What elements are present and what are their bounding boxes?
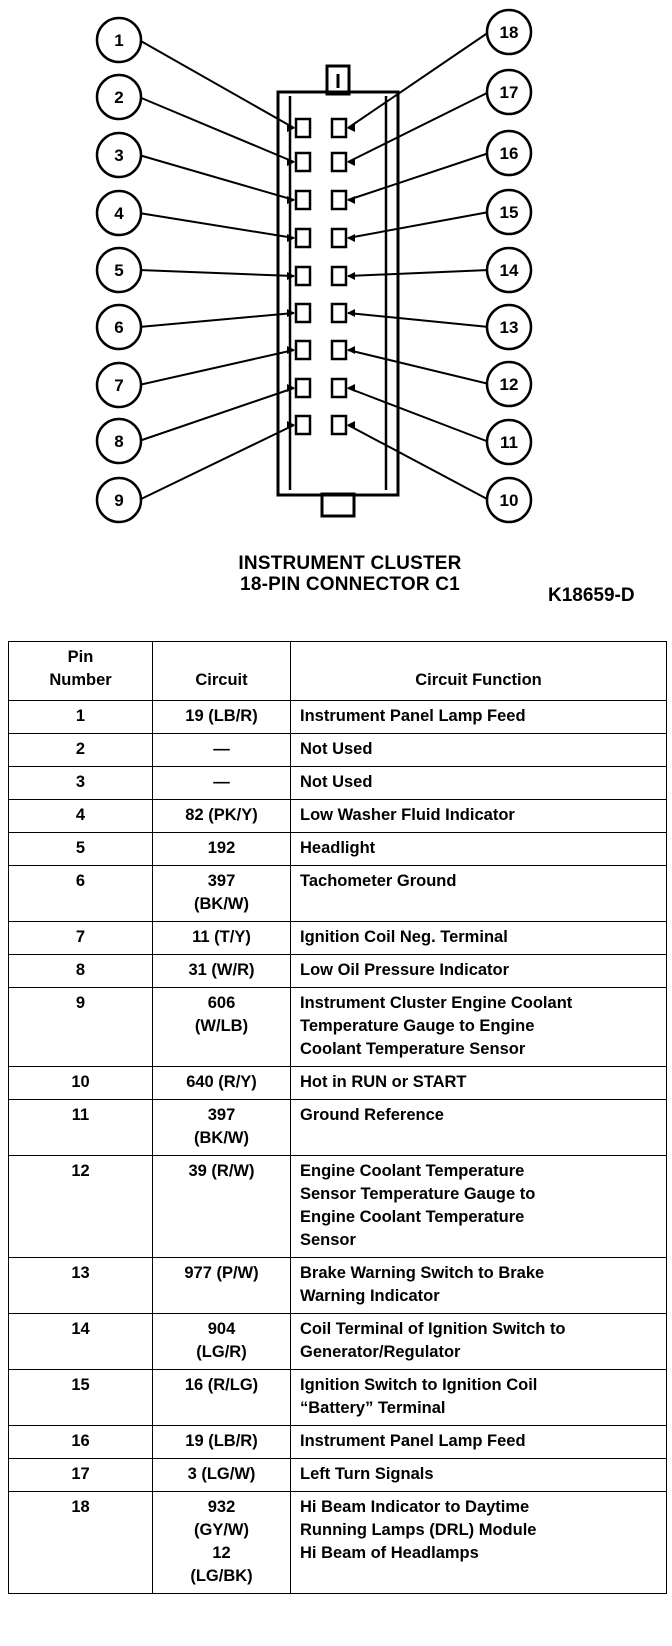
pin-socket-left-1 (296, 119, 310, 137)
leader-line-14 (348, 270, 489, 276)
circuit-function-line: Not Used (300, 773, 373, 791)
leader-arrowhead (347, 421, 355, 429)
circuit-cell (153, 1370, 291, 1426)
pin-callout-8 (97, 419, 141, 463)
circuit-line: 39 (R/W) (188, 1162, 255, 1180)
circuit-function-cell (291, 1100, 667, 1156)
circuit-function-cell (291, 1492, 667, 1594)
circuit-function-cell (291, 1426, 667, 1459)
connector-pins (296, 119, 346, 434)
pin-callout-5 (97, 248, 141, 292)
circuit-cell (153, 1426, 291, 1459)
circuit-line: (LG/BK) (190, 1567, 253, 1585)
pin-number-cell: 13 (9, 1258, 153, 1314)
pin-socket-left-9 (296, 416, 310, 434)
pin-socket-left-8 (296, 379, 310, 397)
circuit-function-line: Hot in RUN or START (300, 1073, 467, 1091)
circuit-line: (W/LB) (194, 1017, 249, 1035)
header-circuit: Circuit (153, 642, 291, 701)
circuit-function-line: Tachometer Ground (300, 872, 457, 890)
circuit-line: 11 (T/Y) (192, 928, 251, 946)
circuit-function-line: “Battery” Terminal (300, 1399, 446, 1417)
circuit-function-line: Engine Coolant Temperature (300, 1208, 525, 1226)
pin-callout-1-label: 1 (114, 31, 124, 50)
pin-socket-right-16 (332, 191, 346, 209)
pin-number-cell: 18 (9, 1492, 153, 1594)
diagram-caption (170, 553, 530, 595)
circuit-function-line: Headlight (300, 839, 376, 857)
pin-number-cell: 3 (9, 767, 153, 800)
leader-arrowhead (347, 196, 355, 204)
table-row (9, 1100, 667, 1156)
table-row (9, 734, 667, 767)
circuit-cell (153, 701, 291, 734)
pin-socket-left-5 (296, 267, 310, 285)
pin-socket-right-13 (332, 304, 346, 322)
caption-line-1: INSTRUMENT CLUSTER (238, 553, 462, 574)
table-row (9, 1067, 667, 1100)
leader-line-18 (348, 32, 489, 128)
pin-socket-right-17 (332, 153, 346, 171)
pin-callout-7-label: 7 (114, 376, 124, 395)
pin-number-cell: 11 (9, 1100, 153, 1156)
pin-callout-4 (97, 191, 141, 235)
circuit-function-line: Ground Reference (300, 1106, 444, 1124)
circuit-function-line: Sensor Temperature Gauge to (300, 1185, 536, 1203)
circuit-cell (153, 1258, 291, 1314)
circuit-cell (153, 833, 291, 866)
pin-callout-3-label: 3 (114, 146, 124, 165)
circuit-cell (153, 1492, 291, 1594)
circuit-function-line: Sensor (300, 1231, 356, 1249)
pin-number-cell: 14 (9, 1314, 153, 1370)
circuit-line: 82 (PK/Y) (185, 806, 258, 824)
circuit-line: (LG/R) (196, 1343, 247, 1361)
circuit-cell (153, 922, 291, 955)
circuit-line: (BK/W) (194, 1129, 249, 1147)
pin-callout-16 (487, 131, 531, 175)
leader-line-3 (139, 155, 294, 200)
circuit-cell (153, 734, 291, 767)
pin-number-cell: 2 (9, 734, 153, 767)
circuit-cell (153, 800, 291, 833)
pin-socket-left-6 (296, 304, 310, 322)
circuit-function-line: Engine Coolant Temperature (300, 1162, 525, 1180)
leader-line-6 (139, 313, 294, 327)
caption-line-2: 18-PIN CONNECTOR C1 (240, 574, 460, 595)
circuit-function-line: Instrument Panel Lamp Feed (300, 707, 526, 725)
circuit-function-line: Temperature Gauge to Engine (300, 1017, 535, 1035)
leader-line-11 (348, 388, 489, 442)
table-row (9, 955, 667, 988)
pin-callout-4-label: 4 (114, 204, 124, 223)
circuit-line: 16 (R/LG) (184, 1376, 259, 1394)
circuit-function-line: Ignition Coil Neg. Terminal (300, 928, 508, 946)
table-row (9, 922, 667, 955)
pin-callout-17 (487, 70, 531, 114)
circuit-line: (GY/W) (194, 1521, 249, 1539)
header-circuit-function: Circuit Function (291, 642, 667, 701)
circuit-function-cell (291, 734, 667, 767)
leader-line-12 (348, 350, 489, 384)
circuit-function-line: Hi Beam Indicator to Daytime (300, 1498, 530, 1516)
pin-socket-right-11 (332, 379, 346, 397)
circuit-function-cell (291, 833, 667, 866)
header-pin-number (9, 642, 153, 701)
circuit-line: 640 (R/Y) (186, 1073, 257, 1091)
circuit-line: 397 (207, 872, 236, 890)
table-row (9, 988, 667, 1067)
leader-line-17 (348, 92, 489, 162)
circuit-function-cell (291, 1314, 667, 1370)
pin-number-cell: 9 (9, 988, 153, 1067)
circuit-function-line: Running Lamps (DRL) Module (300, 1521, 537, 1539)
circuit-function-cell (291, 800, 667, 833)
circuit-line: 192 (207, 839, 236, 857)
pin-callout-13-label: 13 (499, 318, 519, 337)
leader-arrowhead (347, 309, 355, 317)
table-header-row (9, 642, 667, 701)
pin-callout-9-label: 9 (114, 491, 124, 510)
leader-line-15 (348, 212, 489, 238)
circuit-function-cell (291, 866, 667, 922)
pin-number-cell: 12 (9, 1156, 153, 1258)
pin-number-cell: 1 (9, 701, 153, 734)
pin-callout-9 (97, 478, 141, 522)
circuit-function-cell (291, 922, 667, 955)
circuit-cell (153, 955, 291, 988)
pin-number-cell: 10 (9, 1067, 153, 1100)
leader-line-1 (139, 40, 294, 128)
circuit-function-line: Low Washer Fluid Indicator (300, 806, 515, 824)
pin-socket-right-14 (332, 267, 346, 285)
circuit-function-cell (291, 1459, 667, 1492)
leader-line-10 (348, 425, 489, 500)
circuit-line: 606 (207, 994, 236, 1012)
table-row (9, 1492, 667, 1594)
table-row (9, 1314, 667, 1370)
leader-arrowhead (347, 234, 355, 242)
leader-line-7 (139, 350, 294, 385)
circuit-function-cell (291, 1067, 667, 1100)
circuit-line: 932 (207, 1498, 236, 1516)
circuit-line: 397 (207, 1106, 236, 1124)
leader-line-16 (348, 153, 489, 200)
leader-arrowhead (347, 384, 355, 392)
table-row (9, 1258, 667, 1314)
circuit-function-cell (291, 988, 667, 1067)
pin-leader-lines (139, 32, 489, 500)
table-row (9, 800, 667, 833)
pin-socket-right-10 (332, 416, 346, 434)
pin-callout-10-label: 10 (499, 491, 519, 510)
circuit-cell (153, 1067, 291, 1100)
circuit-cell (153, 988, 291, 1067)
circuit-function-line: Warning Indicator (300, 1287, 440, 1305)
leader-line-2 (139, 97, 294, 162)
circuit-function-line: Brake Warning Switch to Brake (300, 1264, 545, 1282)
table-row (9, 1459, 667, 1492)
pin-callouts (97, 10, 531, 522)
leader-line-13 (348, 313, 489, 327)
circuit-line: 19 (LB/R) (185, 707, 258, 725)
leader-arrowhead (347, 158, 355, 166)
circuit-function-line: Coolant Temperature Sensor (300, 1040, 526, 1058)
pin-socket-left-4 (296, 229, 310, 247)
circuit-cell (153, 767, 291, 800)
circuit-cell (153, 1100, 291, 1156)
pin-callout-18 (487, 10, 531, 54)
pin-number-cell: 5 (9, 833, 153, 866)
pin-callout-2 (97, 75, 141, 119)
leader-line-4 (139, 213, 294, 238)
pin-callout-8-label: 8 (114, 432, 124, 451)
pin-socket-right-15 (332, 229, 346, 247)
pin-callout-10 (487, 478, 531, 522)
pin-callout-3 (97, 133, 141, 177)
circuit-line: 19 (LB/R) (185, 1432, 258, 1450)
leader-line-9 (139, 425, 294, 500)
pin-number-cell: 4 (9, 800, 153, 833)
pin-socket-left-2 (296, 153, 310, 171)
leader-line-8 (139, 388, 294, 441)
pin-number-cell: 15 (9, 1370, 153, 1426)
pin-socket-left-3 (296, 191, 310, 209)
circuit-function-cell (291, 955, 667, 988)
connector-diagram (0, 0, 672, 630)
circuit-function-line: Low Oil Pressure Indicator (300, 961, 510, 979)
pin-callout-14-label: 14 (499, 261, 519, 280)
pin-callout-17-label: 17 (499, 83, 519, 102)
pin-function-table (8, 641, 667, 1594)
circuit-function-cell (291, 767, 667, 800)
header-pin-line-1: Pin (67, 648, 94, 666)
table-row (9, 1370, 667, 1426)
circuit-function-cell (291, 701, 667, 734)
pin-callout-7 (97, 363, 141, 407)
table-body (9, 701, 667, 1594)
leader-line-5 (139, 270, 294, 276)
table-row (9, 1156, 667, 1258)
pin-callout-2-label: 2 (114, 88, 124, 107)
circuit-cell (153, 866, 291, 922)
circuit-function-line: Generator/Regulator (300, 1343, 461, 1361)
pin-callout-12 (487, 362, 531, 406)
pin-callout-6 (97, 305, 141, 349)
circuit-function-line: Ignition Switch to Ignition Coil (300, 1376, 538, 1394)
circuit-line: 12 (212, 1544, 231, 1562)
pin-callout-1 (97, 18, 141, 62)
pin-number-cell: 17 (9, 1459, 153, 1492)
pin-callout-16-label: 16 (499, 144, 519, 163)
leader-arrowhead (347, 346, 355, 354)
pin-callout-13 (487, 305, 531, 349)
circuit-function-cell (291, 1156, 667, 1258)
pin-number-cell: 7 (9, 922, 153, 955)
pin-socket-right-18 (332, 119, 346, 137)
pin-callout-11 (487, 420, 531, 464)
circuit-function-cell (291, 1370, 667, 1426)
pin-callout-15-label: 15 (499, 203, 519, 222)
pin-callout-6-label: 6 (114, 318, 124, 337)
circuit-function-cell (291, 1258, 667, 1314)
pin-number-cell: 16 (9, 1426, 153, 1459)
table-row (9, 701, 667, 734)
header-pin-line-2: Number (49, 671, 112, 689)
pin-callout-12-label: 12 (499, 375, 519, 394)
circuit-function-line: Coil Terminal of Ignition Switch to (300, 1320, 566, 1338)
circuit-line: 904 (207, 1320, 236, 1338)
pin-callout-11-label: 11 (500, 433, 518, 452)
circuit-cell (153, 1459, 291, 1492)
table-row (9, 866, 667, 922)
pin-socket-right-12 (332, 341, 346, 359)
circuit-line: 3 (LG/W) (187, 1465, 256, 1483)
circuit-cell (153, 1156, 291, 1258)
circuit-function-line: Left Turn Signals (300, 1465, 434, 1483)
circuit-line: (BK/W) (194, 895, 249, 913)
circuit-function-line: Instrument Panel Lamp Feed (300, 1432, 526, 1450)
circuit-line: 977 (P/W) (184, 1264, 259, 1282)
pin-callout-5-label: 5 (114, 261, 124, 280)
pin-callout-15 (487, 190, 531, 234)
table-row (9, 833, 667, 866)
circuit-line: — (213, 773, 230, 791)
figure-id: K18659-D (548, 585, 635, 606)
pin-number-cell: 8 (9, 955, 153, 988)
table-row (9, 1426, 667, 1459)
pin-number-cell: 6 (9, 866, 153, 922)
circuit-cell (153, 1314, 291, 1370)
circuit-line: 31 (W/R) (188, 961, 255, 979)
circuit-function-line: Not Used (300, 740, 373, 758)
circuit-function-line: Hi Beam of Headlamps (300, 1544, 479, 1562)
circuit-function-line: Instrument Cluster Engine Coolant (300, 994, 573, 1012)
circuit-line: — (213, 740, 230, 758)
leader-arrowhead (347, 272, 355, 280)
pin-callout-18-label: 18 (499, 23, 519, 42)
pin-callout-14 (487, 248, 531, 292)
pin-socket-left-7 (296, 341, 310, 359)
table-row (9, 767, 667, 800)
